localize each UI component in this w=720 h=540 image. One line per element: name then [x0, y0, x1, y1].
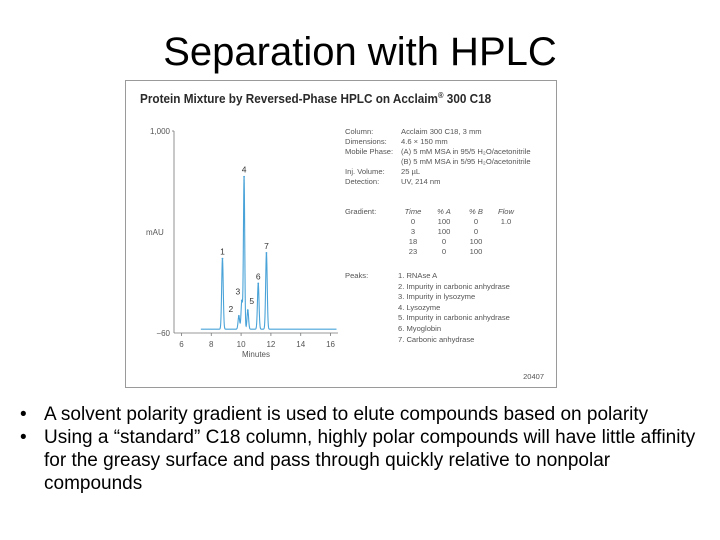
peak-item: 1. RNAse A: [398, 271, 438, 280]
peak-number-label: 1: [220, 246, 225, 257]
peak-number-label: 3: [235, 286, 241, 297]
x-axis-title: Minutes: [241, 350, 271, 359]
figure-title-tail: 300 C18: [443, 92, 492, 107]
gradient-cell: 100: [437, 217, 451, 227]
condition-row: [345, 177, 555, 187]
gradient-header: Flow: [497, 207, 515, 216]
gradient-row: [398, 227, 520, 237]
bullet-item: [18, 403, 708, 426]
bullet-item: [18, 426, 708, 495]
gradient-cell: 100: [469, 237, 483, 247]
condition-row: [345, 127, 555, 137]
bullet-text: A solvent polarity gradient is used to elute compounds based on polarity: [44, 404, 649, 425]
gradient-cell: [492, 227, 520, 237]
peak-number-label: 2: [228, 303, 234, 314]
peaks-list: [398, 271, 510, 345]
gradient-cell: [492, 247, 520, 257]
peak-item: 7. Carbonic anhydrase: [398, 334, 475, 344]
gradient-cell: 0: [473, 227, 479, 237]
y-tick-label: −60: [156, 329, 170, 338]
slide-title: Separation with HPLC: [163, 30, 557, 74]
condition-key: Dimensions:: [345, 137, 387, 147]
x-tick-label: 12: [266, 340, 276, 349]
gradient-cell: [492, 237, 520, 247]
peak-marker: [222, 258, 224, 260]
peak-item: 3. Impurity in lysozyme: [398, 292, 476, 302]
peak-item: 5. Impurity in carbonic anhydrase: [398, 313, 510, 323]
peak-item: 6. Myoglobin: [398, 323, 442, 333]
gradient-row: [398, 247, 520, 257]
condition-key: Detection:: [345, 177, 380, 187]
peak-marker: [247, 309, 249, 311]
peak-marker: [243, 176, 245, 178]
condition-value: (B) 5 mM MSA in 5/95 H₂O/acetonitrile: [401, 157, 531, 167]
bullet-text: Using a “standard” C18 column, highly polar compounds will have little affinity for the greasy surface and pass through quickly relative to nonpolar compounds: [44, 427, 696, 494]
y-tick-label: 1,000: [149, 127, 170, 136]
condition-value: Acclaim 300 C18, 3 mm: [401, 127, 482, 136]
x-tick-label: 8: [209, 340, 214, 349]
x-tick-label: 16: [326, 340, 335, 349]
bullet-icon: •: [20, 404, 27, 425]
peak-marker: [241, 300, 243, 302]
peak-number-label: 4: [241, 164, 247, 175]
condition-value: 4.6 × 150 mm: [401, 137, 448, 147]
peak-marker: [238, 315, 240, 317]
figure-title-text: Protein Mixture by Reversed-Phase HPLC on Acclaim: [140, 92, 438, 107]
gradient-cell: 0: [441, 237, 447, 247]
gradient-header: % B: [469, 207, 483, 216]
peak-number-label: 5: [249, 296, 255, 307]
gradient-header: % A: [437, 207, 451, 216]
gradient-cell: 100: [469, 247, 483, 257]
gradient-label: Gradient:: [345, 207, 377, 216]
condition-row: [345, 147, 555, 157]
gradient-cell: 1.0: [500, 217, 512, 227]
registered-mark: ®: [437, 91, 444, 100]
peak-number-label: 7: [264, 240, 269, 251]
gradient-cell: 18: [408, 237, 418, 247]
condition-key: [345, 157, 401, 167]
gradient-cell: 23: [408, 247, 418, 257]
gradient-cell: 0: [410, 217, 416, 227]
peak-marker: [257, 283, 259, 285]
condition-value: (A) 5 mM MSA in 95/5 H₂O/acetonitrile: [401, 147, 531, 157]
condition-value: UV, 214 nm: [401, 177, 441, 187]
bullet-icon: •: [20, 427, 27, 448]
chromatogram-figure: [125, 80, 557, 388]
figure-code: 20407: [523, 372, 544, 381]
gradient-row: [398, 237, 520, 247]
chart-ticks: [150, 127, 336, 349]
gradient-row: [398, 217, 520, 227]
condition-row: [345, 137, 555, 147]
condition-row: [345, 167, 555, 177]
gradient-header: Time: [404, 207, 422, 216]
condition-key: Column:: [345, 127, 374, 136]
peak-number-label: 6: [255, 271, 261, 282]
condition-key: Inj. Volume:: [345, 167, 385, 177]
condition-row: [345, 157, 555, 167]
gradient-cell: 100: [437, 227, 451, 237]
gradient-cell: 3: [410, 227, 416, 237]
x-tick-label: 10: [236, 340, 246, 349]
x-tick-label: 14: [296, 340, 306, 349]
peak-marker: [266, 252, 268, 254]
condition-key: Mobile Phase:: [345, 147, 394, 157]
conditions-block: [345, 127, 555, 188]
gradient-cell: 0: [473, 217, 479, 227]
x-tick-label: 6: [179, 340, 184, 349]
gradient-cell: 0: [441, 247, 447, 257]
gradient-header-row: [398, 207, 520, 217]
peak-item: 2. Impurity in carbonic anhydrase: [398, 281, 510, 291]
y-axis-title: mAU: [146, 228, 164, 237]
peaks-label: Peaks:: [345, 271, 369, 280]
condition-value: 25 µL: [401, 167, 421, 177]
gradient-table: [398, 207, 520, 257]
bullet-list: [18, 403, 708, 495]
peak-item: 4. Lysozyme: [398, 302, 441, 312]
